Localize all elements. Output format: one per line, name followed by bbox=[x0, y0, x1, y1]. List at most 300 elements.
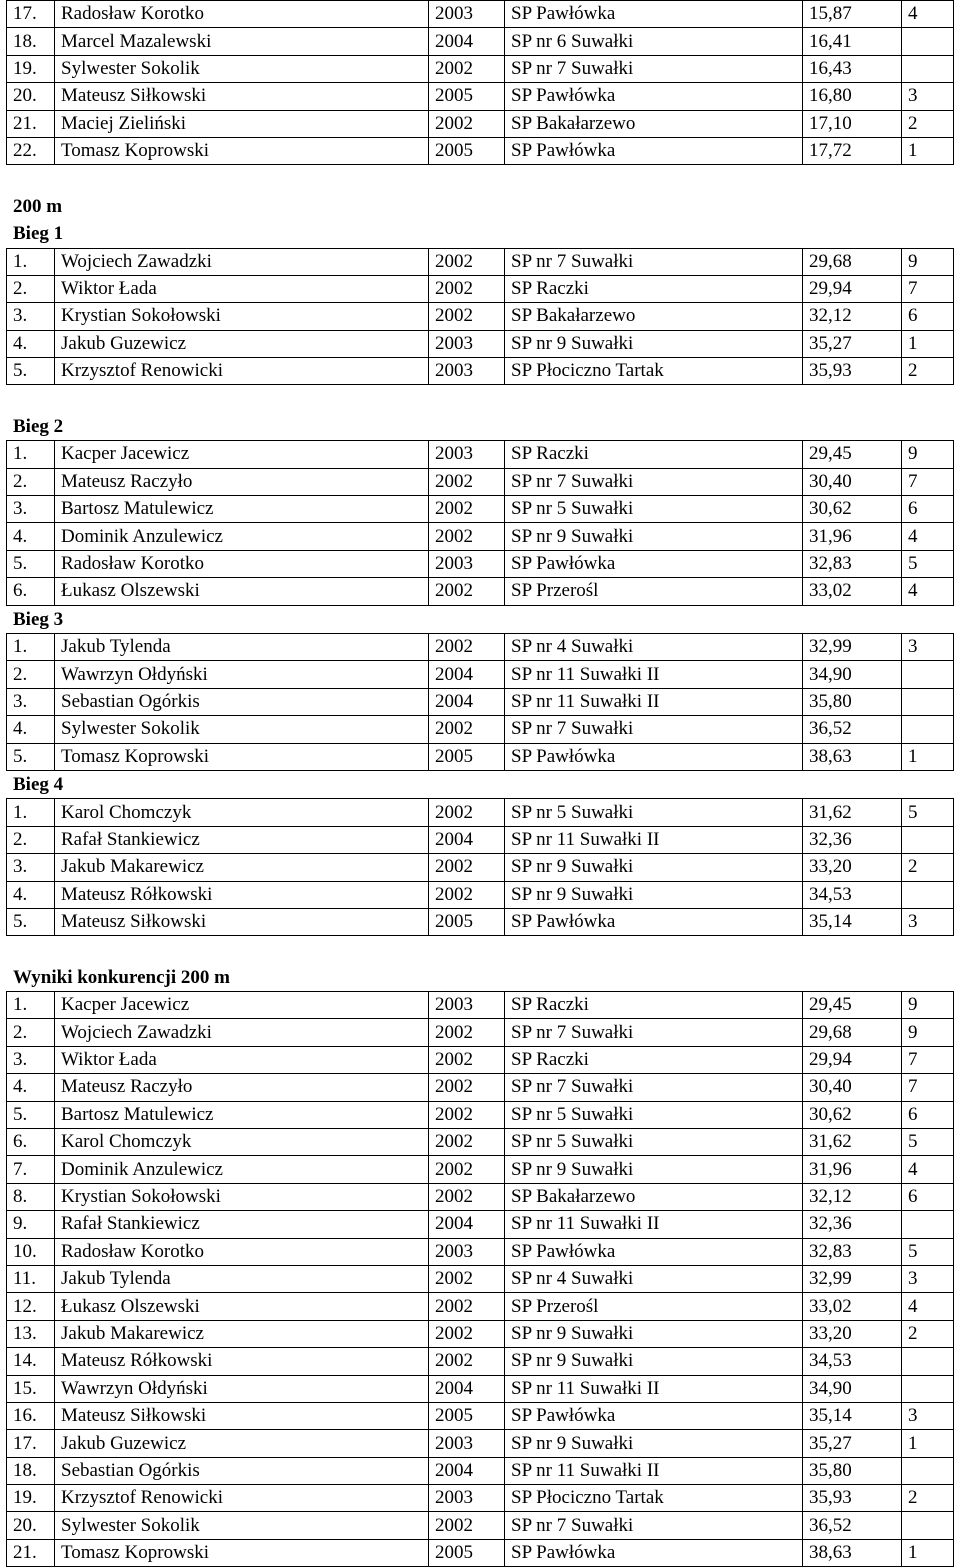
time-cell: 35,80 bbox=[803, 688, 902, 715]
school-cell: SP nr 11 Suwałki II bbox=[505, 1457, 803, 1484]
points-cell bbox=[902, 688, 954, 715]
athlete-name-cell: Maciej Zieliński bbox=[55, 110, 429, 137]
school-cell: SP Bakałarzewo bbox=[505, 1183, 803, 1210]
school-cell: SP nr 9 Suwałki bbox=[505, 1156, 803, 1183]
points-cell bbox=[902, 826, 954, 853]
time-cell: 35,27 bbox=[803, 330, 902, 357]
birth-year-cell: 2004 bbox=[429, 1211, 505, 1238]
table-row bbox=[7, 716, 954, 743]
place-cell: 1. bbox=[7, 441, 55, 468]
points-cell: 3 bbox=[902, 633, 954, 660]
place-cell: 22. bbox=[7, 137, 55, 164]
table-row bbox=[7, 1457, 954, 1484]
athlete-name-cell: Tomasz Koprowski bbox=[55, 1539, 429, 1566]
time-cell: 30,62 bbox=[803, 1101, 902, 1128]
athlete-name-cell: Bartosz Matulewicz bbox=[55, 1101, 429, 1128]
place-cell: 10. bbox=[7, 1238, 55, 1265]
place-cell: 4. bbox=[7, 330, 55, 357]
time-cell: 17,72 bbox=[803, 137, 902, 164]
place-cell: 18. bbox=[7, 1457, 55, 1484]
points-cell: 6 bbox=[902, 496, 954, 523]
birth-year-cell: 2002 bbox=[429, 275, 505, 302]
time-cell: 30,40 bbox=[803, 468, 902, 495]
table-row bbox=[7, 83, 954, 110]
points-cell bbox=[902, 55, 954, 82]
table-row bbox=[7, 110, 954, 137]
points-cell bbox=[902, 1211, 954, 1238]
athlete-name-cell: Krzysztof Renowicki bbox=[55, 358, 429, 385]
school-cell: SP nr 11 Suwałki II bbox=[505, 1211, 803, 1238]
school-cell: SP nr 11 Suwałki II bbox=[505, 1375, 803, 1402]
time-cell: 29,94 bbox=[803, 1046, 902, 1073]
school-cell: SP nr 11 Suwałki II bbox=[505, 826, 803, 853]
points-cell: 2 bbox=[902, 1320, 954, 1347]
table-row bbox=[7, 275, 954, 302]
place-cell: 6. bbox=[7, 578, 55, 605]
athlete-name-cell: Tomasz Koprowski bbox=[55, 137, 429, 164]
table-row bbox=[7, 633, 954, 660]
table-row bbox=[7, 1156, 954, 1183]
time-cell: 36,52 bbox=[803, 1512, 902, 1539]
birth-year-cell: 2004 bbox=[429, 1375, 505, 1402]
birth-year-cell: 2004 bbox=[429, 28, 505, 55]
place-cell: 2. bbox=[7, 826, 55, 853]
points-cell: 2 bbox=[902, 110, 954, 137]
athlete-name-cell: Tomasz Koprowski bbox=[55, 743, 429, 770]
athlete-name-cell: Jakub Tylenda bbox=[55, 1265, 429, 1292]
birth-year-cell: 2002 bbox=[429, 1265, 505, 1292]
school-cell: SP nr 7 Suwałki bbox=[505, 248, 803, 275]
athlete-name-cell: Radosław Korotko bbox=[55, 1, 429, 28]
place-cell: 4. bbox=[7, 881, 55, 908]
points-cell bbox=[902, 1512, 954, 1539]
place-cell: 11. bbox=[7, 1265, 55, 1292]
table-row bbox=[7, 468, 954, 495]
school-cell: SP nr 7 Suwałki bbox=[505, 1074, 803, 1101]
athlete-name-cell: Mateusz Raczyło bbox=[55, 468, 429, 495]
table-row bbox=[7, 550, 954, 577]
time-cell: 31,62 bbox=[803, 799, 902, 826]
time-cell: 16,41 bbox=[803, 28, 902, 55]
school-cell: SP nr 9 Suwałki bbox=[505, 1430, 803, 1457]
athlete-name-cell: Sylwester Sokolik bbox=[55, 716, 429, 743]
time-cell: 32,36 bbox=[803, 826, 902, 853]
birth-year-cell: 2003 bbox=[429, 330, 505, 357]
table-row bbox=[7, 1238, 954, 1265]
birth-year-cell: 2003 bbox=[429, 1430, 505, 1457]
table-row bbox=[7, 1019, 954, 1046]
birth-year-cell: 2002 bbox=[429, 303, 505, 330]
athlete-name-cell: Krystian Sokołowski bbox=[55, 1183, 429, 1210]
school-cell: SP Pawłówka bbox=[505, 1402, 803, 1429]
place-cell: 3. bbox=[7, 854, 55, 881]
athlete-name-cell: Mateusz Rółkowski bbox=[55, 1348, 429, 1375]
place-cell: 17. bbox=[7, 1, 55, 28]
points-cell bbox=[902, 881, 954, 908]
time-cell: 32,36 bbox=[803, 1211, 902, 1238]
time-cell: 29,68 bbox=[803, 1019, 902, 1046]
section-heading: Bieg 3 bbox=[13, 608, 64, 630]
table-row bbox=[7, 1402, 954, 1429]
points-cell: 4 bbox=[902, 523, 954, 550]
birth-year-cell: 2005 bbox=[429, 137, 505, 164]
time-cell: 33,20 bbox=[803, 1320, 902, 1347]
birth-year-cell: 2002 bbox=[429, 1348, 505, 1375]
table-row bbox=[7, 1430, 954, 1457]
section-heading: Wyniki konkurencji 200 m bbox=[13, 966, 230, 988]
birth-year-cell: 2003 bbox=[429, 992, 505, 1019]
birth-year-cell: 2002 bbox=[429, 799, 505, 826]
points-cell: 9 bbox=[902, 992, 954, 1019]
points-cell: 5 bbox=[902, 1129, 954, 1156]
time-cell: 29,45 bbox=[803, 441, 902, 468]
place-cell: 2. bbox=[7, 468, 55, 495]
table-row bbox=[7, 743, 954, 770]
school-cell: SP nr 4 Suwałki bbox=[505, 1265, 803, 1292]
athlete-name-cell: Wawrzyn Ołdyński bbox=[55, 1375, 429, 1402]
time-cell: 34,90 bbox=[803, 661, 902, 688]
table-row bbox=[7, 1129, 954, 1156]
place-cell: 5. bbox=[7, 743, 55, 770]
school-cell: SP Przerośl bbox=[505, 1293, 803, 1320]
birth-year-cell: 2005 bbox=[429, 908, 505, 935]
athlete-name-cell: Jakub Makarewicz bbox=[55, 854, 429, 881]
school-cell: SP nr 11 Suwałki II bbox=[505, 688, 803, 715]
athlete-name-cell: Wojciech Zawadzki bbox=[55, 1019, 429, 1046]
table-row bbox=[7, 1485, 954, 1512]
table-row bbox=[7, 1293, 954, 1320]
place-cell: 19. bbox=[7, 1485, 55, 1512]
birth-year-cell: 2002 bbox=[429, 1156, 505, 1183]
athlete-name-cell: Kacper Jacewicz bbox=[55, 441, 429, 468]
school-cell: SP nr 5 Suwałki bbox=[505, 799, 803, 826]
birth-year-cell: 2002 bbox=[429, 1129, 505, 1156]
points-cell: 7 bbox=[902, 1074, 954, 1101]
time-cell: 31,96 bbox=[803, 1156, 902, 1183]
school-cell: SP Pawłówka bbox=[505, 83, 803, 110]
time-cell: 15,87 bbox=[803, 1, 902, 28]
time-cell: 33,20 bbox=[803, 854, 902, 881]
place-cell: 1. bbox=[7, 799, 55, 826]
school-cell: SP nr 7 Suwałki bbox=[505, 55, 803, 82]
points-cell: 5 bbox=[902, 550, 954, 577]
place-cell: 3. bbox=[7, 688, 55, 715]
points-cell: 1 bbox=[902, 1539, 954, 1566]
place-cell: 3. bbox=[7, 496, 55, 523]
points-cell: 2 bbox=[902, 854, 954, 881]
points-cell: 1 bbox=[902, 330, 954, 357]
time-cell: 32,83 bbox=[803, 1238, 902, 1265]
results-table bbox=[6, 248, 954, 386]
table-row bbox=[7, 1320, 954, 1347]
results-table bbox=[6, 633, 954, 771]
place-cell: 8. bbox=[7, 1183, 55, 1210]
birth-year-cell: 2002 bbox=[429, 578, 505, 605]
school-cell: SP Pawłówka bbox=[505, 1238, 803, 1265]
place-cell: 15. bbox=[7, 1375, 55, 1402]
school-cell: SP Przerośl bbox=[505, 578, 803, 605]
points-cell: 5 bbox=[902, 799, 954, 826]
table-row bbox=[7, 28, 954, 55]
table-row bbox=[7, 908, 954, 935]
time-cell: 31,62 bbox=[803, 1129, 902, 1156]
athlete-name-cell: Radosław Korotko bbox=[55, 1238, 429, 1265]
results-table bbox=[6, 798, 954, 936]
place-cell: 21. bbox=[7, 1539, 55, 1566]
table-row bbox=[7, 688, 954, 715]
birth-year-cell: 2005 bbox=[429, 743, 505, 770]
school-cell: SP Bakałarzewo bbox=[505, 303, 803, 330]
time-cell: 17,10 bbox=[803, 110, 902, 137]
athlete-name-cell: Dominik Anzulewicz bbox=[55, 523, 429, 550]
school-cell: SP nr 9 Suwałki bbox=[505, 1320, 803, 1347]
place-cell: 2. bbox=[7, 1019, 55, 1046]
school-cell: SP nr 9 Suwałki bbox=[505, 1348, 803, 1375]
athlete-name-cell: Jakub Guzewicz bbox=[55, 1430, 429, 1457]
school-cell: SP nr 5 Suwałki bbox=[505, 1101, 803, 1128]
place-cell: 5. bbox=[7, 550, 55, 577]
section-heading: Bieg 4 bbox=[13, 773, 64, 795]
birth-year-cell: 2002 bbox=[429, 1019, 505, 1046]
time-cell: 30,62 bbox=[803, 496, 902, 523]
place-cell: 5. bbox=[7, 358, 55, 385]
birth-year-cell: 2002 bbox=[429, 1183, 505, 1210]
time-cell: 34,53 bbox=[803, 881, 902, 908]
table-row bbox=[7, 992, 954, 1019]
place-cell: 6. bbox=[7, 1129, 55, 1156]
points-cell: 7 bbox=[902, 1046, 954, 1073]
athlete-name-cell: Wojciech Zawadzki bbox=[55, 248, 429, 275]
athlete-name-cell: Sylwester Sokolik bbox=[55, 55, 429, 82]
birth-year-cell: 2002 bbox=[429, 881, 505, 908]
athlete-name-cell: Jakub Tylenda bbox=[55, 633, 429, 660]
athlete-name-cell: Sebastian Ogórkis bbox=[55, 688, 429, 715]
table-row bbox=[7, 1265, 954, 1292]
school-cell: SP Płociczno Tartak bbox=[505, 358, 803, 385]
athlete-name-cell: Mateusz Raczyło bbox=[55, 1074, 429, 1101]
athlete-name-cell: Mateusz Siłkowski bbox=[55, 83, 429, 110]
table-row bbox=[7, 1046, 954, 1073]
time-cell: 36,52 bbox=[803, 716, 902, 743]
athlete-name-cell: Bartosz Matulewicz bbox=[55, 496, 429, 523]
table-row bbox=[7, 1074, 954, 1101]
birth-year-cell: 2002 bbox=[429, 1074, 505, 1101]
table-row bbox=[7, 248, 954, 275]
school-cell: SP nr 9 Suwałki bbox=[505, 523, 803, 550]
school-cell: SP Pawłówka bbox=[505, 908, 803, 935]
points-cell: 1 bbox=[902, 743, 954, 770]
place-cell: 4. bbox=[7, 716, 55, 743]
section-spacer bbox=[0, 165, 960, 192]
place-cell: 12. bbox=[7, 1293, 55, 1320]
points-cell bbox=[902, 1375, 954, 1402]
school-cell: SP Raczki bbox=[505, 441, 803, 468]
points-cell bbox=[902, 1348, 954, 1375]
table-row bbox=[7, 303, 954, 330]
table-row bbox=[7, 799, 954, 826]
table-row bbox=[7, 826, 954, 853]
birth-year-cell: 2002 bbox=[429, 110, 505, 137]
athlete-name-cell: Łukasz Olszewski bbox=[55, 578, 429, 605]
time-cell: 32,12 bbox=[803, 303, 902, 330]
time-cell: 38,63 bbox=[803, 1539, 902, 1566]
points-cell: 3 bbox=[902, 908, 954, 935]
birth-year-cell: 2002 bbox=[429, 633, 505, 660]
table-row bbox=[7, 1539, 954, 1566]
athlete-name-cell: Wiktor Łada bbox=[55, 1046, 429, 1073]
school-cell: SP nr 11 Suwałki II bbox=[505, 661, 803, 688]
table-row bbox=[7, 661, 954, 688]
birth-year-cell: 2002 bbox=[429, 1512, 505, 1539]
points-cell: 4 bbox=[902, 1156, 954, 1183]
table-row bbox=[7, 1101, 954, 1128]
section-heading: Bieg 2 bbox=[13, 415, 64, 437]
birth-year-cell: 2005 bbox=[429, 83, 505, 110]
athlete-name-cell: Łukasz Olszewski bbox=[55, 1293, 429, 1320]
time-cell: 31,96 bbox=[803, 523, 902, 550]
place-cell: 5. bbox=[7, 1101, 55, 1128]
table-row bbox=[7, 1183, 954, 1210]
athlete-name-cell: Rafał Stankiewicz bbox=[55, 1211, 429, 1238]
table-row bbox=[7, 137, 954, 164]
birth-year-cell: 2002 bbox=[429, 716, 505, 743]
points-cell: 9 bbox=[902, 441, 954, 468]
birth-year-cell: 2004 bbox=[429, 688, 505, 715]
birth-year-cell: 2002 bbox=[429, 1101, 505, 1128]
points-cell bbox=[902, 1457, 954, 1484]
birth-year-cell: 2003 bbox=[429, 550, 505, 577]
birth-year-cell: 2003 bbox=[429, 441, 505, 468]
place-cell: 3. bbox=[7, 303, 55, 330]
athlete-name-cell: Krystian Sokołowski bbox=[55, 303, 429, 330]
school-cell: SP nr 7 Suwałki bbox=[505, 1019, 803, 1046]
place-cell: 17. bbox=[7, 1430, 55, 1457]
birth-year-cell: 2004 bbox=[429, 826, 505, 853]
table-row bbox=[7, 578, 954, 605]
place-cell: 21. bbox=[7, 110, 55, 137]
birth-year-cell: 2002 bbox=[429, 1320, 505, 1347]
birth-year-cell: 2003 bbox=[429, 358, 505, 385]
results-table bbox=[6, 0, 954, 165]
time-cell: 32,12 bbox=[803, 1183, 902, 1210]
points-cell: 5 bbox=[902, 1238, 954, 1265]
place-cell: 5. bbox=[7, 908, 55, 935]
school-cell: SP Pawłówka bbox=[505, 550, 803, 577]
place-cell: 13. bbox=[7, 1320, 55, 1347]
school-cell: SP Raczki bbox=[505, 992, 803, 1019]
school-cell: SP Raczki bbox=[505, 275, 803, 302]
place-cell: 1. bbox=[7, 992, 55, 1019]
athlete-name-cell: Sylwester Sokolik bbox=[55, 1512, 429, 1539]
table-row bbox=[7, 1512, 954, 1539]
birth-year-cell: 2003 bbox=[429, 1, 505, 28]
points-cell: 6 bbox=[902, 1101, 954, 1128]
table-row bbox=[7, 1211, 954, 1238]
place-cell: 18. bbox=[7, 28, 55, 55]
place-cell: 14. bbox=[7, 1348, 55, 1375]
athlete-name-cell: Jakub Guzewicz bbox=[55, 330, 429, 357]
place-cell: 20. bbox=[7, 1512, 55, 1539]
points-cell: 4 bbox=[902, 1, 954, 28]
school-cell: SP nr 7 Suwałki bbox=[505, 1512, 803, 1539]
points-cell: 7 bbox=[902, 468, 954, 495]
time-cell: 16,80 bbox=[803, 83, 902, 110]
school-cell: SP Płociczno Tartak bbox=[505, 1485, 803, 1512]
place-cell: 2. bbox=[7, 275, 55, 302]
birth-year-cell: 2005 bbox=[429, 1402, 505, 1429]
time-cell: 30,40 bbox=[803, 1074, 902, 1101]
points-cell bbox=[902, 661, 954, 688]
points-cell: 2 bbox=[902, 358, 954, 385]
birth-year-cell: 2002 bbox=[429, 468, 505, 495]
school-cell: SP nr 4 Suwałki bbox=[505, 633, 803, 660]
points-cell: 3 bbox=[902, 83, 954, 110]
points-cell: 6 bbox=[902, 303, 954, 330]
time-cell: 29,94 bbox=[803, 275, 902, 302]
time-cell: 35,27 bbox=[803, 1430, 902, 1457]
athlete-name-cell: Sebastian Ogórkis bbox=[55, 1457, 429, 1484]
results-table bbox=[6, 440, 954, 605]
athlete-name-cell: Karol Chomczyk bbox=[55, 799, 429, 826]
points-cell bbox=[902, 28, 954, 55]
athlete-name-cell: Marcel Mazalewski bbox=[55, 28, 429, 55]
table-row bbox=[7, 55, 954, 82]
birth-year-cell: 2004 bbox=[429, 1457, 505, 1484]
points-cell: 1 bbox=[902, 137, 954, 164]
time-cell: 38,63 bbox=[803, 743, 902, 770]
birth-year-cell: 2002 bbox=[429, 496, 505, 523]
athlete-name-cell: Karol Chomczyk bbox=[55, 1129, 429, 1156]
table-row bbox=[7, 1, 954, 28]
place-cell: 7. bbox=[7, 1156, 55, 1183]
table-row bbox=[7, 1348, 954, 1375]
athlete-name-cell: Krzysztof Renowicki bbox=[55, 1485, 429, 1512]
time-cell: 33,02 bbox=[803, 578, 902, 605]
time-cell: 34,53 bbox=[803, 1348, 902, 1375]
table-row bbox=[7, 330, 954, 357]
school-cell: SP Pawłówka bbox=[505, 743, 803, 770]
place-cell: 4. bbox=[7, 1074, 55, 1101]
place-cell: 1. bbox=[7, 633, 55, 660]
points-cell: 9 bbox=[902, 248, 954, 275]
table-row bbox=[7, 1375, 954, 1402]
time-cell: 16,43 bbox=[803, 55, 902, 82]
athlete-name-cell: Dominik Anzulewicz bbox=[55, 1156, 429, 1183]
points-cell: 4 bbox=[902, 578, 954, 605]
place-cell: 4. bbox=[7, 523, 55, 550]
place-cell: 20. bbox=[7, 83, 55, 110]
time-cell: 35,80 bbox=[803, 1457, 902, 1484]
time-cell: 33,02 bbox=[803, 1293, 902, 1320]
school-cell: SP Pawłówka bbox=[505, 137, 803, 164]
place-cell: 19. bbox=[7, 55, 55, 82]
athlete-name-cell: Mateusz Siłkowski bbox=[55, 1402, 429, 1429]
school-cell: SP nr 9 Suwałki bbox=[505, 881, 803, 908]
results-table bbox=[6, 991, 954, 1567]
place-cell: 1. bbox=[7, 248, 55, 275]
athlete-name-cell: Kacper Jacewicz bbox=[55, 992, 429, 1019]
place-cell: 2. bbox=[7, 661, 55, 688]
birth-year-cell: 2003 bbox=[429, 1238, 505, 1265]
place-cell: 9. bbox=[7, 1211, 55, 1238]
place-cell: 16. bbox=[7, 1402, 55, 1429]
athlete-name-cell: Jakub Makarewicz bbox=[55, 1320, 429, 1347]
points-cell bbox=[902, 716, 954, 743]
points-cell: 9 bbox=[902, 1019, 954, 1046]
points-cell: 2 bbox=[902, 1485, 954, 1512]
table-row bbox=[7, 358, 954, 385]
time-cell: 29,45 bbox=[803, 992, 902, 1019]
